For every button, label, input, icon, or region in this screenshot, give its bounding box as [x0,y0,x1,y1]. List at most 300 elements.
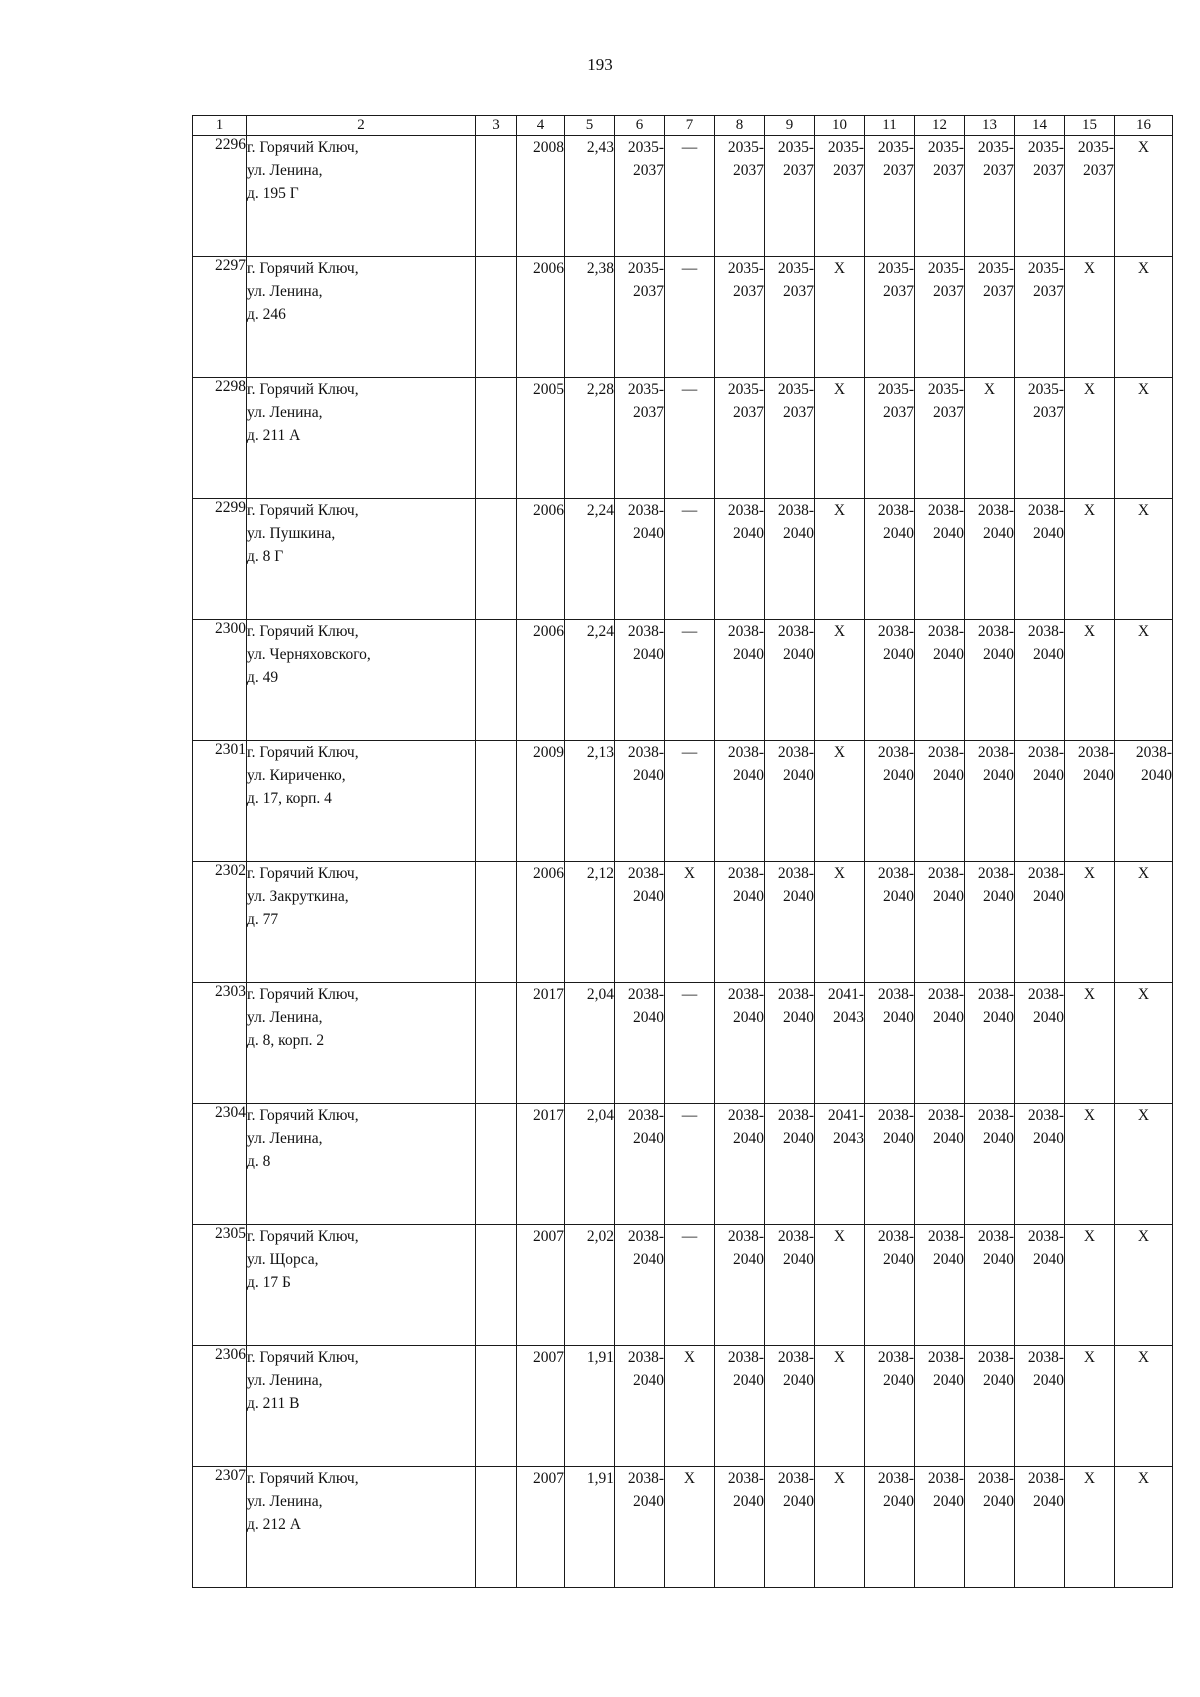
period-start: 2038- [977,623,1014,640]
period-start: 2038- [927,623,964,640]
address-line: г. Горячий Ключ, [247,1470,359,1487]
column-header-8: 8 [715,116,765,136]
period-start: 2038- [927,1228,964,1245]
period-end: 2037 [783,162,814,179]
period-cell-col-8 [715,1467,765,1588]
period-start: 2038- [1027,986,1064,1003]
period-end: 2040 [633,646,664,663]
period-end: 2037 [783,283,814,300]
row-number-cell: 2307 [193,1467,247,1588]
period-end: 2037 [983,162,1014,179]
address-line: ул. Закруткина, [247,888,349,905]
table-row [193,378,1173,499]
period-end: 2040 [633,1493,664,1510]
address-line: ул. Щорса, [247,1251,319,1268]
period-start: 2035- [727,139,764,156]
address-line: д. 8, корп. 2 [247,1032,325,1049]
period-end: 2040 [1033,1130,1064,1147]
period-cell-col-15: X [1065,862,1115,983]
period-start: 2038- [877,623,914,640]
column-header-6: 6 [615,116,665,136]
period-end: 2040 [933,888,964,905]
period-cell-col-15: X [1065,1225,1115,1346]
address-line: г. Горячий Ключ, [247,502,359,519]
column-3-cell [476,378,517,499]
address-line: д. 49 [247,669,279,686]
period-start: 2038- [727,865,764,882]
period-cell-col-9 [765,862,815,983]
row-number-cell: 2306 [193,1346,247,1467]
period-end: 2040 [633,767,664,784]
period-end: 2043 [833,1009,864,1026]
address-line: г. Горячий Ключ, [247,260,359,277]
period-end: 2040 [1033,646,1064,663]
period-cell-col-6 [615,741,665,862]
period-start: 2035- [627,381,664,398]
period-cell-col-10: X [815,1346,865,1467]
period-cell-col-16: X [1115,257,1173,378]
period-end: 2037 [883,404,914,421]
period-cell-col-11 [865,378,915,499]
period-end: 2040 [883,1493,914,1510]
period-end: 2040 [783,646,814,663]
period-end: 2037 [1033,162,1064,179]
period-cell-col-9 [765,1225,815,1346]
period-cell-col-8 [715,620,765,741]
year-cell: 2017 [517,983,565,1104]
period-cell-col-9 [765,257,815,378]
period-end: 2040 [783,1130,814,1147]
period-start: 2035- [927,381,964,398]
address-line: д. 8 Г [247,548,284,565]
period-start: 2035- [977,139,1014,156]
table-row [193,1104,1173,1225]
period-cell-col-14 [1015,862,1065,983]
period-start: 2035- [1027,381,1064,398]
address-line: г. Горячий Ключ, [247,1107,359,1124]
period-cell-col-10: X [815,862,865,983]
address-line: ул. Ленина, [247,1493,323,1510]
period-cell-col-13 [965,620,1015,741]
period-cell-col-12 [915,983,965,1104]
address-line: д. 212 А [247,1516,301,1533]
period-cell-col-16: X [1115,378,1173,499]
table-row [193,741,1173,862]
period-start: 2035- [1027,139,1064,156]
period-start: 2035- [877,260,914,277]
period-cell-col-8 [715,741,765,862]
period-cell-col-11 [865,136,915,257]
period-start: 2035- [777,381,814,398]
period-cell-col-16: X [1115,1467,1173,1588]
period-cell-col-7: X [665,862,715,983]
period-start: 2038- [777,1107,814,1124]
period-start: 2041- [827,986,864,1003]
address-line: г. Горячий Ключ, [247,381,359,398]
period-cell-col-16: X [1115,983,1173,1104]
period-start: 2038- [877,865,914,882]
period-end: 2040 [1033,525,1064,542]
period-end: 2037 [633,283,664,300]
period-cell-col-9 [765,499,815,620]
period-end: 2040 [783,1251,814,1268]
period-start: 2035- [827,139,864,156]
period-cell-col-13 [965,1104,1015,1225]
table-body [193,136,1173,1588]
period-cell-col-12 [915,1346,965,1467]
period-end: 2040 [983,1493,1014,1510]
period-cell-col-7: — [665,1104,715,1225]
period-end: 2040 [733,646,764,663]
period-start: 2038- [977,744,1014,761]
address-line: д. 195 Г [247,185,299,202]
value-cell: 2,13 [565,741,615,862]
period-cell-col-7: — [665,257,715,378]
row-number-cell: 2302 [193,862,247,983]
period-cell-col-13 [965,136,1015,257]
period-cell-col-11 [865,1225,915,1346]
period-start: 2038- [977,1349,1014,1366]
period-cell-col-6 [615,1467,665,1588]
value-cell: 2,24 [565,499,615,620]
period-cell-col-13 [965,499,1015,620]
period-cell-col-12 [915,499,965,620]
period-cell-col-12 [915,1467,965,1588]
period-start: 2035- [727,381,764,398]
address-cell [247,1346,476,1467]
period-start: 2035- [627,260,664,277]
year-cell: 2007 [517,1467,565,1588]
period-cell-col-10: X [815,1225,865,1346]
period-end: 2040 [783,1493,814,1510]
period-cell-col-15: X [1065,499,1115,620]
address-line: д. 8 [247,1153,271,1170]
period-start: 2035- [927,260,964,277]
address-cell [247,741,476,862]
period-cell-col-13 [965,862,1015,983]
period-end: 2040 [733,1493,764,1510]
column-header-5: 5 [565,116,615,136]
period-end: 2040 [733,1009,764,1026]
period-cell-col-9 [765,741,815,862]
column-3-cell [476,1225,517,1346]
column-header-3: 3 [476,116,517,136]
period-start: 2038- [1027,744,1064,761]
period-start: 2038- [777,502,814,519]
period-cell-col-14 [1015,1104,1065,1225]
period-end: 2040 [933,646,964,663]
period-end: 2040 [883,1009,914,1026]
address-line: ул. Ленина, [247,162,323,179]
column-header-14: 14 [1015,116,1065,136]
period-start: 2038- [777,986,814,1003]
address-cell [247,862,476,983]
period-end: 2037 [1033,404,1064,421]
period-end: 2037 [883,283,914,300]
period-end: 2040 [983,888,1014,905]
value-cell: 2,38 [565,257,615,378]
column-3-cell [476,862,517,983]
period-start: 2038- [927,1470,964,1487]
value-cell: 2,28 [565,378,615,499]
period-start: 2038- [1027,623,1064,640]
period-end: 2040 [733,1251,764,1268]
period-cell-col-7: — [665,741,715,862]
period-cell-col-14 [1015,257,1065,378]
period-cell-col-12 [915,741,965,862]
period-cell-col-7: X [665,1467,715,1588]
value-cell: 2,24 [565,620,615,741]
address-cell [247,378,476,499]
period-cell-col-16: X [1115,136,1173,257]
period-cell-col-14 [1015,1467,1065,1588]
period-start: 2038- [627,1228,664,1245]
period-start: 2038- [927,986,964,1003]
address-line: г. Горячий Ключ, [247,1228,359,1245]
table-row [193,499,1173,620]
period-end: 2040 [1033,1251,1064,1268]
period-end: 2037 [883,162,914,179]
period-start: 2038- [627,865,664,882]
period-cell-col-10: X [815,620,865,741]
period-end: 2040 [783,767,814,784]
period-cell-col-14 [1015,136,1065,257]
period-cell-col-6 [615,378,665,499]
period-cell-col-15: X [1065,620,1115,741]
period-start: 2038- [627,744,664,761]
period-cell-col-7: — [665,136,715,257]
column-header-1: 1 [193,116,247,136]
period-cell-col-11 [865,741,915,862]
period-cell-col-8 [715,862,765,983]
period-cell-col-7: — [665,499,715,620]
period-cell-col-11 [865,1467,915,1588]
period-start: 2038- [1027,502,1064,519]
period-start: 2038- [977,1228,1014,1245]
period-cell-col-13 [965,983,1015,1104]
period-start: 2035- [1027,260,1064,277]
table-row [193,620,1173,741]
table-row [193,862,1173,983]
column-header-11: 11 [865,116,915,136]
period-cell-col-11 [865,1346,915,1467]
period-start: 2038- [927,502,964,519]
period-start: 2038- [727,1470,764,1487]
period-start: 2035- [927,139,964,156]
period-cell-col-16: X [1115,1346,1173,1467]
period-end: 2040 [783,525,814,542]
address-line: д. 211 В [247,1395,300,1412]
period-cell-col-14 [1015,378,1065,499]
period-cell-col-8 [715,1104,765,1225]
year-cell: 2008 [517,136,565,257]
period-end: 2040 [1033,1372,1064,1389]
column-3-cell [476,1104,517,1225]
period-cell-col-16: X [1115,862,1173,983]
period-end: 2040 [633,525,664,542]
period-end: 2040 [633,1130,664,1147]
column-header-9: 9 [765,116,815,136]
period-start: 2035- [777,139,814,156]
year-cell: 2006 [517,620,565,741]
period-cell-col-15 [1065,741,1115,862]
column-header-4: 4 [517,116,565,136]
period-cell-col-9 [765,620,815,741]
period-cell-col-6 [615,862,665,983]
address-line: г. Горячий Ключ, [247,865,359,882]
period-cell-col-15: X [1065,1104,1115,1225]
column-3-cell [476,257,517,378]
period-cell-col-7: — [665,983,715,1104]
period-end: 2040 [983,646,1014,663]
period-end: 2040 [783,1009,814,1026]
address-line: д. 246 [247,306,286,323]
period-start: 2038- [877,1470,914,1487]
period-cell-col-9 [765,1346,815,1467]
period-end: 2040 [883,646,914,663]
period-cell-col-7: X [665,1346,715,1467]
period-cell-col-11 [865,499,915,620]
period-cell-col-16: X [1115,1104,1173,1225]
period-start: 2035- [877,381,914,398]
period-cell-col-6 [615,1225,665,1346]
period-start: 2038- [877,1349,914,1366]
period-cell-col-11 [865,257,915,378]
period-start: 2038- [877,744,914,761]
period-cell-col-10: X [815,741,865,862]
period-cell-col-13 [965,257,1015,378]
period-end: 2037 [633,162,664,179]
period-start: 2038- [877,502,914,519]
column-header-12: 12 [915,116,965,136]
period-cell-col-6 [615,136,665,257]
value-cell: 2,43 [565,136,615,257]
period-cell-col-15: X [1065,257,1115,378]
year-cell: 2017 [517,1104,565,1225]
period-end: 2040 [1033,1009,1064,1026]
period-cell-col-12 [915,1104,965,1225]
period-start: 2038- [627,1107,664,1124]
address-cell [247,257,476,378]
table-row [193,257,1173,378]
period-end: 2037 [983,283,1014,300]
period-cell-col-8 [715,257,765,378]
period-end: 2037 [933,404,964,421]
period-end: 2040 [1141,767,1172,784]
period-end: 2040 [933,1130,964,1147]
period-start: 2038- [727,744,764,761]
period-cell-col-13 [965,741,1015,862]
address-line: ул. Ленина, [247,404,323,421]
period-start: 2038- [977,1107,1014,1124]
period-cell-col-6 [615,983,665,1104]
period-cell-col-15: X [1065,1467,1115,1588]
period-start: 2038- [627,986,664,1003]
period-cell-col-11 [865,983,915,1104]
period-cell-col-16: X [1115,499,1173,620]
period-end: 2040 [783,1372,814,1389]
period-start: 2035- [977,260,1014,277]
period-start: 2038- [727,502,764,519]
period-cell-col-14 [1015,741,1065,862]
value-cell: 1,91 [565,1467,615,1588]
period-cell-col-13 [965,1467,1015,1588]
period-start: 2038- [627,1349,664,1366]
period-cell-col-8 [715,499,765,620]
value-cell: 2,12 [565,862,615,983]
period-cell-col-12 [915,862,965,983]
period-start: 2038- [877,1107,914,1124]
row-number-cell: 2305 [193,1225,247,1346]
period-start: 2038- [977,502,1014,519]
row-number-cell: 2300 [193,620,247,741]
table-row [193,1225,1173,1346]
table-row [193,1467,1173,1588]
period-start: 2038- [877,986,914,1003]
period-end: 2040 [1033,767,1064,784]
period-cell-col-9 [765,378,815,499]
column-header-15: 15 [1065,116,1115,136]
column-3-cell [476,1467,517,1588]
period-start: 2038- [727,623,764,640]
period-start: 2038- [777,1470,814,1487]
period-cell-col-16: X [1115,620,1173,741]
period-end: 2040 [1033,1493,1064,1510]
period-cell-col-12 [915,257,965,378]
period-end: 2040 [983,1130,1014,1147]
period-cell-col-9 [765,136,815,257]
period-start: 2038- [927,1349,964,1366]
address-line: д. 17 Б [247,1274,291,1291]
period-end: 2040 [883,1372,914,1389]
period-end: 2040 [933,1372,964,1389]
period-cell-col-10 [815,983,865,1104]
period-cell-col-14 [1015,620,1065,741]
period-start: 2038- [1077,744,1114,761]
period-start: 2038- [877,1228,914,1245]
period-cell-col-11 [865,862,915,983]
value-cell: 2,02 [565,1225,615,1346]
period-end: 2040 [633,888,664,905]
year-cell: 2009 [517,741,565,862]
period-end: 2040 [883,525,914,542]
period-start: 2038- [977,1470,1014,1487]
period-cell-col-11 [865,1104,915,1225]
row-number-cell: 2299 [193,499,247,620]
year-cell: 2006 [517,499,565,620]
period-end: 2040 [933,525,964,542]
period-start: 2038- [927,865,964,882]
period-end: 2040 [633,1251,664,1268]
period-cell-col-10: X [815,257,865,378]
period-cell-col-10 [815,136,865,257]
period-end: 2040 [933,1251,964,1268]
period-start: 2038- [977,986,1014,1003]
address-line: ул. Черняховского, [247,646,371,663]
period-start: 2038- [927,744,964,761]
row-number-cell: 2297 [193,257,247,378]
column-3-cell [476,741,517,862]
period-end: 2040 [933,1009,964,1026]
page-number: 193 [587,55,613,74]
address-cell [247,1225,476,1346]
address-line: д. 77 [247,911,279,928]
address-cell [247,983,476,1104]
period-end: 2040 [883,1130,914,1147]
table-row [193,1346,1173,1467]
table-header-row [193,116,1173,136]
period-start: 2038- [777,623,814,640]
